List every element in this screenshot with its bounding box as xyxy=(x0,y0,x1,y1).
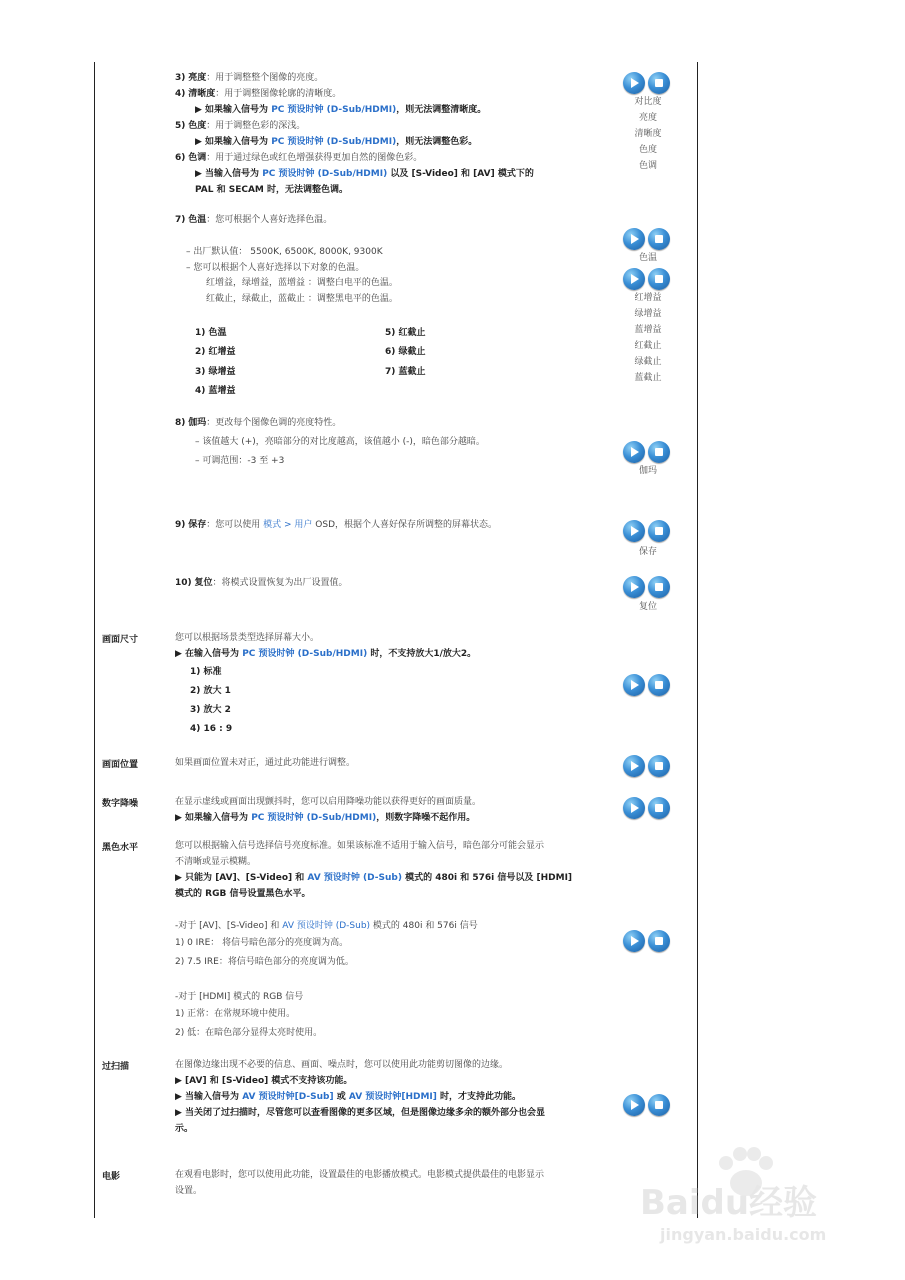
black-sub1-item: 1) 0 IRE： 将信号暗色部分的亮度调为高。 xyxy=(175,938,349,948)
size-option: 3) 放大 2 xyxy=(190,705,231,715)
color-line: 5) 色度：用于调整色彩的深浅。 xyxy=(175,121,306,131)
black-desc-2: 不清晰或显示模糊。 xyxy=(175,857,257,867)
gamma-note-1: – 该值越大 (+)，亮暗部分的对比度越高，该值越小 (-)，暗色部分越暗。 xyxy=(195,437,485,447)
ct-gain: 红增益，绿增益，蓝增益 ：调整白电平的色温。 xyxy=(206,278,398,288)
size-option: 4) 16 : 9 xyxy=(190,724,233,734)
pc-clock-link[interactable]: PC 预设时钟 (D-Sub/HDMI) xyxy=(262,169,388,179)
left-border xyxy=(94,62,95,1218)
overscan-desc: 在图像边缘出现不必要的信息、画面、噪点时，您可以使用此功能剪切图像的边缘。 xyxy=(175,1060,509,1070)
baidu-watermark xyxy=(640,1145,880,1255)
play-stop-icon[interactable] xyxy=(623,72,671,94)
av-clock-dsub-link[interactable]: AV 预设时钟[D-Sub] xyxy=(242,1092,334,1102)
watermark-brand: Baidu经验 xyxy=(640,1183,818,1223)
brightness-line: 3) 亮度：用于调整整个图像的亮度。 xyxy=(175,73,324,83)
ct-list-item: 7) 蓝截止 xyxy=(385,367,426,377)
side-labels-group2: 红增益 绿增益 蓝增益 红截止 绿截止 蓝截止 xyxy=(634,293,662,383)
pc-clock-link[interactable]: PC 预设时钟 (D-Sub/HDMI) xyxy=(271,137,397,147)
ct-list-item: 1) 色温 xyxy=(195,328,227,338)
color-note: ▶ 如果输入信号为 PC 预设时钟 (D-Sub/HDMI)，则无法调整色彩。 xyxy=(195,137,478,147)
side-label-reset: 复位 xyxy=(638,602,657,612)
black-sub1: -对于 [AV]、[S-Video] 和 AV 预设时钟 (D-Sub) 模式的 480i 和 576i 信号 xyxy=(175,921,478,931)
play-stop-icon[interactable] xyxy=(623,930,671,952)
black-sub2-item: 1) 正常：在常规环境中使用。 xyxy=(175,1009,296,1019)
play-icon[interactable] xyxy=(623,520,645,542)
dnr-note: ▶ 如果输入信号为 PC 预设时钟 (D-Sub/HDMI)，则数字降噪不起作用。 xyxy=(175,813,476,823)
ct-default: – 出厂默认值： 5500K, 6500K, 8000K, 9300K xyxy=(186,247,383,257)
stop-icon[interactable] xyxy=(648,268,670,290)
mode-user-link[interactable]: 模式 > 用户 xyxy=(263,520,313,530)
ct-select: – 您可以根据个人喜好选择以下对象的色温。 xyxy=(186,263,365,273)
play-stop-icon[interactable] xyxy=(623,520,671,542)
av-clock-hdmi-link[interactable]: AV 预设时钟[HDMI] xyxy=(348,1092,437,1102)
play-stop-icon[interactable] xyxy=(623,441,671,463)
section-title-movie: 电影 xyxy=(102,1172,121,1182)
play-icon[interactable] xyxy=(623,228,645,250)
pc-clock-link[interactable]: PC 预设时钟 (D-Sub/HDMI) xyxy=(242,649,368,659)
play-icon[interactable] xyxy=(623,72,645,94)
section-title-position: 画面位置 xyxy=(102,760,139,770)
position-desc: 如果画面位置未对正，通过此功能进行调整。 xyxy=(175,758,356,768)
stop-icon[interactable] xyxy=(648,441,670,463)
play-stop-icon[interactable] xyxy=(623,797,671,819)
sharpness-note: ▶ 如果输入信号为 PC 预设时钟 (D-Sub/HDMI)，则无法调整清晰度。 xyxy=(195,105,487,115)
section-title-size: 画面尺寸 xyxy=(102,635,139,645)
play-icon[interactable] xyxy=(623,1094,645,1116)
overscan-note-1: ▶ [AV] 和 [S-Video] 模式不支持该功能。 xyxy=(175,1076,353,1086)
section-title-black: 黑色水平 xyxy=(102,843,139,853)
play-stop-icon[interactable] xyxy=(623,576,671,598)
ct-list-item: 6) 绿截止 xyxy=(385,347,426,357)
movie-desc-1: 在观看电影时，您可以使用此功能，设置最佳的电影播放模式。电影模式提供最佳的电影显示 xyxy=(175,1170,545,1180)
tint-note-2: PAL 和 SECAM 时，无法调整色调。 xyxy=(195,185,349,195)
save-line: 9) 保存：您可以使用 模式 > 用户 OSD，根据个人喜好保存所调整的屏幕状态。 xyxy=(175,520,498,530)
pc-clock-link[interactable]: PC 预设时钟 (D-Sub/HDMI) xyxy=(251,813,377,823)
size-option: 2) 放大 1 xyxy=(190,686,231,696)
stop-icon[interactable] xyxy=(648,930,670,952)
black-sub2: -对于 [HDMI] 模式的 RGB 信号 xyxy=(175,992,304,1002)
right-border xyxy=(697,62,698,1218)
ct-cut: 红截止，绿截止，蓝截止 ：调整黑电平的色温。 xyxy=(206,294,398,304)
play-stop-icon[interactable] xyxy=(623,755,671,777)
black-note: ▶ 只能为 [AV]、[S-Video] 和 AV 预设时钟 (D-Sub) 模式的 480i 和 576i 信号以及 [HDMI] xyxy=(175,873,573,883)
stop-icon[interactable] xyxy=(648,755,670,777)
gamma-note-2: – 可调范围：-3 至 +3 xyxy=(195,456,285,466)
ct-list-item: 3) 绿增益 xyxy=(195,367,236,377)
dnr-desc: 在显示虚线或画面出现颤抖时，您可以启用降噪功能以获得更好的画面质量。 xyxy=(175,797,482,807)
ct-list-item: 2) 红增益 xyxy=(195,347,236,357)
overscan-note-3b: 示。 xyxy=(175,1124,194,1134)
stop-icon[interactable] xyxy=(648,520,670,542)
black-desc-1: 您可以根据输入信号选择信号亮度标准。如果该标准不适用于输入信号，暗色部分可能会显示 xyxy=(175,841,545,851)
play-icon[interactable] xyxy=(623,268,645,290)
ct-list-item: 4) 蓝增益 xyxy=(195,386,236,396)
side-label-save: 保存 xyxy=(638,547,657,557)
black-sub2-item: 2) 低：在暗色部分显得太亮时使用。 xyxy=(175,1028,323,1038)
section-title-overscan: 过扫描 xyxy=(102,1062,130,1072)
overscan-note-3: ▶ 当关闭了过扫描时，尽管您可以查看图像的更多区域，但是图像边缘多余的额外部分也会显 xyxy=(175,1108,546,1118)
stop-icon[interactable] xyxy=(648,576,670,598)
ct-list-item: 5) 红截止 xyxy=(385,328,426,338)
tint-line: 6) 色调：用于通过绿色或红色增强获得更加自然的图像色彩。 xyxy=(175,153,423,163)
overscan-note-2: ▶ 当输入信号为 AV 预设时钟[D-Sub] 或 AV 预设时钟[HDMI] 时，才支持此功能。 xyxy=(175,1092,522,1102)
play-icon[interactable] xyxy=(623,755,645,777)
section-title-dnr: 数字降噪 xyxy=(102,799,139,809)
side-label-gamma: 伽玛 xyxy=(638,466,657,476)
size-note: ▶ 在输入信号为 PC 预设时钟 (D-Sub/HDMI) 时，不支持放大1/放大2。 xyxy=(175,649,477,659)
stop-icon[interactable] xyxy=(648,72,670,94)
black-sub1-item: 2) 7.5 IRE：将信号暗色部分的亮度调为低。 xyxy=(175,957,354,967)
play-stop-icon[interactable] xyxy=(623,228,671,250)
play-icon[interactable] xyxy=(623,674,645,696)
gamma-line: 8) 伽玛：更改每个图像色调的亮度特性。 xyxy=(175,418,342,428)
reset-line: 10) 复位：将模式设置恢复为出厂设置值。 xyxy=(175,578,348,588)
stop-icon[interactable] xyxy=(648,1094,670,1116)
pc-clock-link[interactable]: PC 预设时钟 (D-Sub/HDMI) xyxy=(271,105,397,115)
stop-icon[interactable] xyxy=(648,674,670,696)
colortemp-line: 7) 色温：您可根据个人喜好选择色温。 xyxy=(175,215,333,225)
sharpness-line: 4) 清晰度：用于调整图像轮廓的清晰度。 xyxy=(175,89,342,99)
size-desc: 您可以根据场景类型选择屏幕大小。 xyxy=(175,633,320,643)
play-icon[interactable] xyxy=(623,797,645,819)
stop-icon[interactable] xyxy=(648,797,670,819)
play-icon[interactable] xyxy=(623,576,645,598)
play-stop-icon[interactable] xyxy=(623,1094,671,1116)
tint-note: ▶ 当输入信号为 PC 预设时钟 (D-Sub/HDMI) 以及 [S-Video] 和 [AV] 模式下的 xyxy=(195,169,534,179)
play-stop-icon[interactable] xyxy=(623,674,671,696)
av-clock-link[interactable]: AV 预设时钟 (D-Sub) xyxy=(307,873,402,883)
av-clock-link[interactable]: AV 预设时钟 (D-Sub) xyxy=(282,921,371,931)
watermark-url: jingyan.baidu.com xyxy=(660,1225,827,1244)
play-icon[interactable] xyxy=(623,930,645,952)
side-label-colortemp: 色温 xyxy=(638,253,657,263)
side-labels-group1: 对比度 亮度 清晰度 色度 色调 xyxy=(634,97,662,171)
movie-desc-2: 设置。 xyxy=(175,1186,203,1196)
stop-icon[interactable] xyxy=(648,228,670,250)
play-icon[interactable] xyxy=(623,441,645,463)
size-option: 1) 标准 xyxy=(190,667,222,677)
play-stop-icon[interactable] xyxy=(623,268,671,290)
black-note-2: 模式的 RGB 信号设置黑色水平。 xyxy=(175,889,311,899)
